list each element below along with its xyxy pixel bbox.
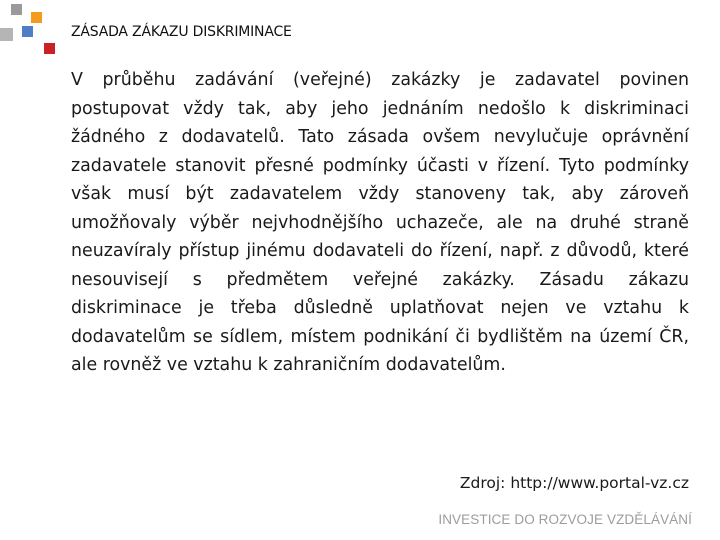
logo-square-grey bbox=[11, 4, 22, 15]
colored-squares-logo-icon bbox=[0, 0, 60, 60]
body-paragraph: V průběhu zadávání (veřejné) zakázky je zadavatel povinen postupovat vždy tak, aby jeho jednáním nedošlo k diskriminaci žádného z dodavatelů. Tato zásada ovšem nevylučuje oprávnění zadavatele stanovit přesné podmínky účasti v řízení. Tyto podmínky však musí být zadavatelem vždy stanoveny tak, aby zároveň umožňovaly výběr nejvhodnějšího uchazeče, ale na druhé straně neuzavíraly přístup jinému dodavateli do řízení, např. z důvodů, které nesouvisejí s předmětem veřejné zakázky. Zásadu zákazu diskriminace je třeba důsledně uplatňovat nejen ve vztahu k dodavatelům se sídlem, místem podnikání či bydlištěm na území ČR, ale rovněž ve vztahu k zahraničním dodavatelům. bbox=[71, 70, 689, 375]
source-citation: Zdroj: http://www.portal-vz.cz bbox=[459, 474, 689, 492]
footer-brand-text: INVESTICE DO ROZVOJE VZDĚLÁVÁNÍ bbox=[438, 512, 692, 527]
logo-square-orange bbox=[31, 12, 42, 23]
logo-square-blue bbox=[22, 26, 33, 37]
logo-square-red bbox=[44, 43, 55, 54]
logo-square-light-grey bbox=[0, 28, 13, 41]
slide-title: ZÁSADA ZÁKAZU DISKRIMINACE bbox=[71, 24, 292, 40]
